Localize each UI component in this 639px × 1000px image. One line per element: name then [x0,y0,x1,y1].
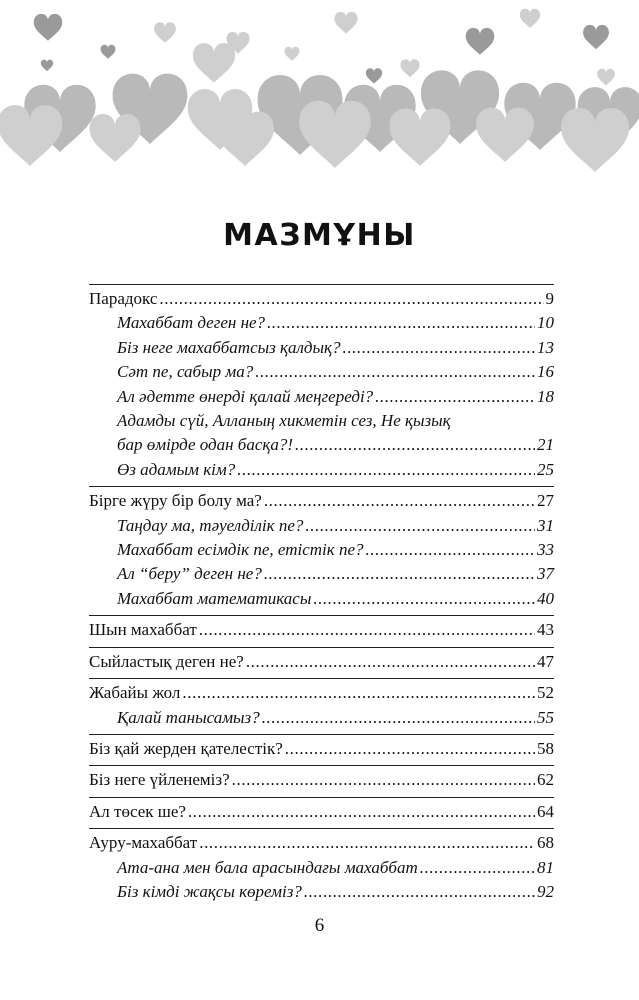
entry-title: Таңдау ма, тәуелділік пе? [117,515,304,535]
entry-title: Бірге жүру бір болу ма? [89,491,262,511]
heart-icon [520,9,540,28]
entry-page: 52 [537,683,554,703]
entry-title-line1: Адамды сүй, Алланың хикметін сез, Не қызық [117,411,451,431]
entry-title: Біз неге үйленеміз? [89,770,230,790]
dot-leader [264,562,535,586]
entry-page: 16 [537,362,554,382]
toc-group [89,797,554,824]
entry-title: Біз кімді жақсы көреміз? [117,881,302,901]
entry-page: 31 [537,515,554,535]
entry-page: 27 [537,491,554,511]
entry-page: 81 [537,857,554,877]
toc-subentry [89,514,554,538]
heart-icon [583,25,609,49]
dot-leader [420,856,535,880]
entry-title: Ал төсек ше? [89,801,186,821]
entry-title: Сыйластық деген не? [89,651,244,671]
toc-chapter [89,681,554,705]
dot-leader [366,538,536,562]
entry-page: 62 [537,770,554,790]
dot-leader [188,800,535,824]
toc-subentry [89,587,554,611]
heart-icon [41,60,53,72]
heart-icon [154,22,176,42]
entry-page: 21 [537,435,554,455]
toc-group [89,828,554,904]
heart-icon [34,14,63,41]
entry-page: 40 [537,588,554,608]
heart-icon [101,45,116,59]
entry-title: Махаббат математикасы [117,588,312,608]
toc-group [89,765,554,792]
toc-subentry-line1 [89,409,554,433]
entry-title: Ал “беру” деген не? [117,564,262,584]
entry-title: Ал әдетте өнерді қалай меңгереді? [117,386,374,406]
heart-icon [466,28,495,55]
dot-leader [295,433,535,457]
entry-title: Біз неге махаббатсыз қалдық? [117,337,341,357]
dot-leader [159,287,543,311]
dot-leader [182,681,535,705]
toc-group [89,486,554,611]
dot-leader [264,489,535,513]
entry-page: 13 [537,337,554,357]
entry-page: 58 [537,738,554,758]
toc-subentry [89,706,554,730]
entry-title: Біз қай жерден қателестік? [89,738,283,758]
heart-icon [0,105,62,166]
table-of-contents [89,284,554,904]
entry-title: Шын махаббат [89,620,197,640]
entry-page: 9 [545,289,554,308]
toc-chapter [89,800,554,824]
entry-page: 68 [537,833,554,853]
entry-page: 55 [537,707,554,727]
entry-page: 25 [537,459,554,479]
toc-group [89,284,554,482]
dot-leader [267,311,535,335]
dot-leader [262,706,535,730]
toc-group [89,734,554,761]
hearts-banner [0,0,639,185]
toc-subentry [89,538,554,562]
dot-leader [375,385,535,409]
toc-chapter [89,650,554,674]
entry-title: Өз адамым кім? [117,459,236,479]
heart-icon [476,108,534,162]
entry-title: Ата-ана мен бала арасындағы махаббат [117,857,418,877]
entry-title: Сәт пе, сабыр ма? [117,362,254,382]
dot-leader [255,360,535,384]
toc-chapter [89,737,554,761]
toc-subentry [89,360,554,384]
dot-leader [342,336,535,360]
heart-icon [90,114,141,162]
dot-leader [285,737,535,761]
entry-title: бар өмірде одан басқа?! [117,435,294,455]
toc-subentry [89,562,554,586]
entry-title: Махаббат есімдік пе, етістік пе? [117,540,364,560]
heart-icon [334,12,357,34]
dot-leader [232,768,535,792]
toc-chapter [89,768,554,792]
dot-leader [199,831,535,855]
dot-leader [313,587,535,611]
entry-page: 33 [537,540,554,560]
entry-title: Ауру-махаббат [89,833,198,853]
dot-leader [199,618,535,642]
toc-chapter [89,287,554,311]
page-number: 6 [314,915,325,936]
heart-icon [400,59,419,77]
heart-icon [597,69,615,86]
heart-icon [193,43,235,83]
entry-title: Қалай танысамыз? [117,707,260,727]
toc-subentry [89,856,554,880]
toc-subentry [89,433,554,457]
entry-page: 64 [537,801,554,821]
entry-title: Парадокс [89,289,158,308]
heart-icon [366,68,382,83]
dot-leader [237,458,535,482]
entry-page: 37 [537,564,554,584]
toc-chapter [89,831,554,855]
entry-page: 10 [537,313,554,333]
toc-group [89,647,554,674]
toc-subentry [89,385,554,409]
entry-page: 18 [537,386,554,406]
toc-subentry [89,336,554,360]
dot-leader [246,650,535,674]
toc-subentry [89,458,554,482]
toc-group [89,678,554,730]
entry-page: 43 [537,620,554,640]
toc-subentry [89,880,554,904]
dot-leader [305,514,535,538]
toc-chapter [89,618,554,642]
entry-title: Жабайы жол [89,683,181,703]
entry-title: Махаббат деген не? [117,313,266,333]
toc-chapter [89,489,554,513]
page-title: МАЗМҰНЫ [223,218,416,253]
dot-leader [304,880,535,904]
toc-subentry [89,311,554,335]
toc-group [89,615,554,642]
entry-page: 92 [537,881,554,901]
heart-icon [285,47,300,61]
entry-page: 47 [537,651,554,671]
heart-icon [389,108,450,166]
